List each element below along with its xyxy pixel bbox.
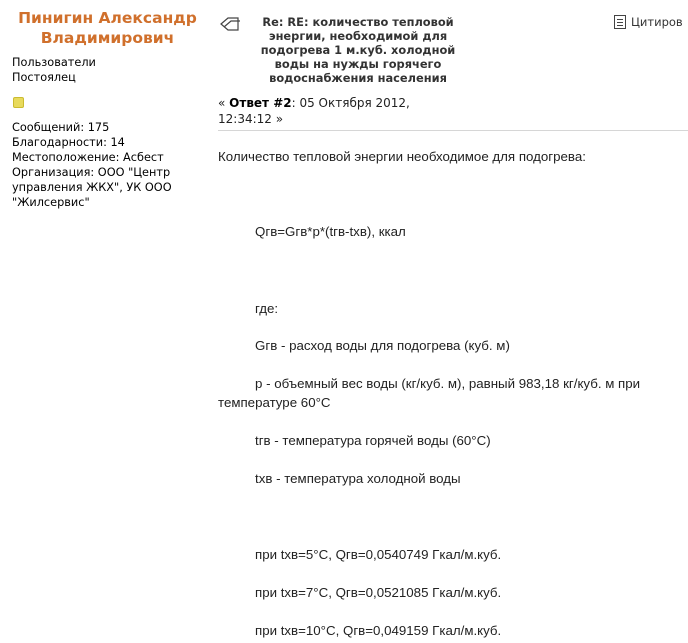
message-icon bbox=[219, 15, 241, 35]
quote-icon bbox=[614, 15, 626, 29]
author-location: Местоположение: Асбест bbox=[12, 151, 164, 164]
author-group-2: Постоялец bbox=[12, 71, 76, 84]
author-thanks-count: Благодарности: 14 bbox=[12, 136, 125, 149]
online-status-icon bbox=[13, 97, 24, 108]
author-group-1: Пользователи bbox=[12, 56, 96, 69]
formula-line: Qгв=Gгв*р*(tгв-tхв), ккал bbox=[255, 224, 406, 239]
reply-number-link[interactable]: Ответ #2 bbox=[229, 96, 292, 110]
body-paragraph: при tхв=5°С, Qгв=0,0540749 Гкал/м.куб. bbox=[255, 547, 502, 562]
author-stats bbox=[12, 120, 202, 210]
body-paragraph: где: bbox=[255, 301, 279, 316]
body-paragraph: tхв - температура холодной воды bbox=[255, 471, 461, 486]
post-title[interactable]: Re: RE: количество тепловой энергии, необходимой для подогрева 1 м.куб. холодной воды на нужды горячего водоснабжения населения bbox=[260, 15, 456, 85]
author-posts-count: Сообщений: 175 bbox=[12, 121, 110, 134]
body-paragraph: tгв - температура горячей воды (60°С) bbox=[255, 433, 491, 448]
author-groups bbox=[12, 55, 96, 85]
author-organization: Организация: ООО "Центр управления ЖКХ", УК ООО "Жилсервис" bbox=[12, 166, 172, 209]
quote-label: Цитиров bbox=[631, 15, 683, 29]
post-divider bbox=[218, 130, 688, 131]
author-name[interactable]: Пинигин Александр Владимирович bbox=[18, 9, 197, 47]
body-paragraph: при tхв=7°С, Qгв=0,0521085 Гкал/м.куб. bbox=[255, 585, 502, 600]
reply-meta bbox=[218, 95, 438, 127]
body-paragraph: Количество тепловой энергии необходимое для подогрева: bbox=[218, 149, 586, 164]
reply-date: : 05 Октября 2012, 12:34:12 » bbox=[218, 96, 410, 126]
body-paragraph: Gгв - расход воды для подогрева (куб. м) bbox=[255, 338, 510, 353]
body-paragraph: при tхв=10°С, Qгв=0,049159 Гкал/м.куб. bbox=[255, 623, 502, 638]
poster-sidebar bbox=[0, 0, 210, 643]
body-paragraph: р - объемный вес воды (кг/куб. м), равный 983,18 кг/куб. м при температуре 60°С bbox=[218, 376, 641, 410]
reply-prefix: « bbox=[218, 96, 226, 110]
quote-button[interactable] bbox=[614, 15, 683, 29]
